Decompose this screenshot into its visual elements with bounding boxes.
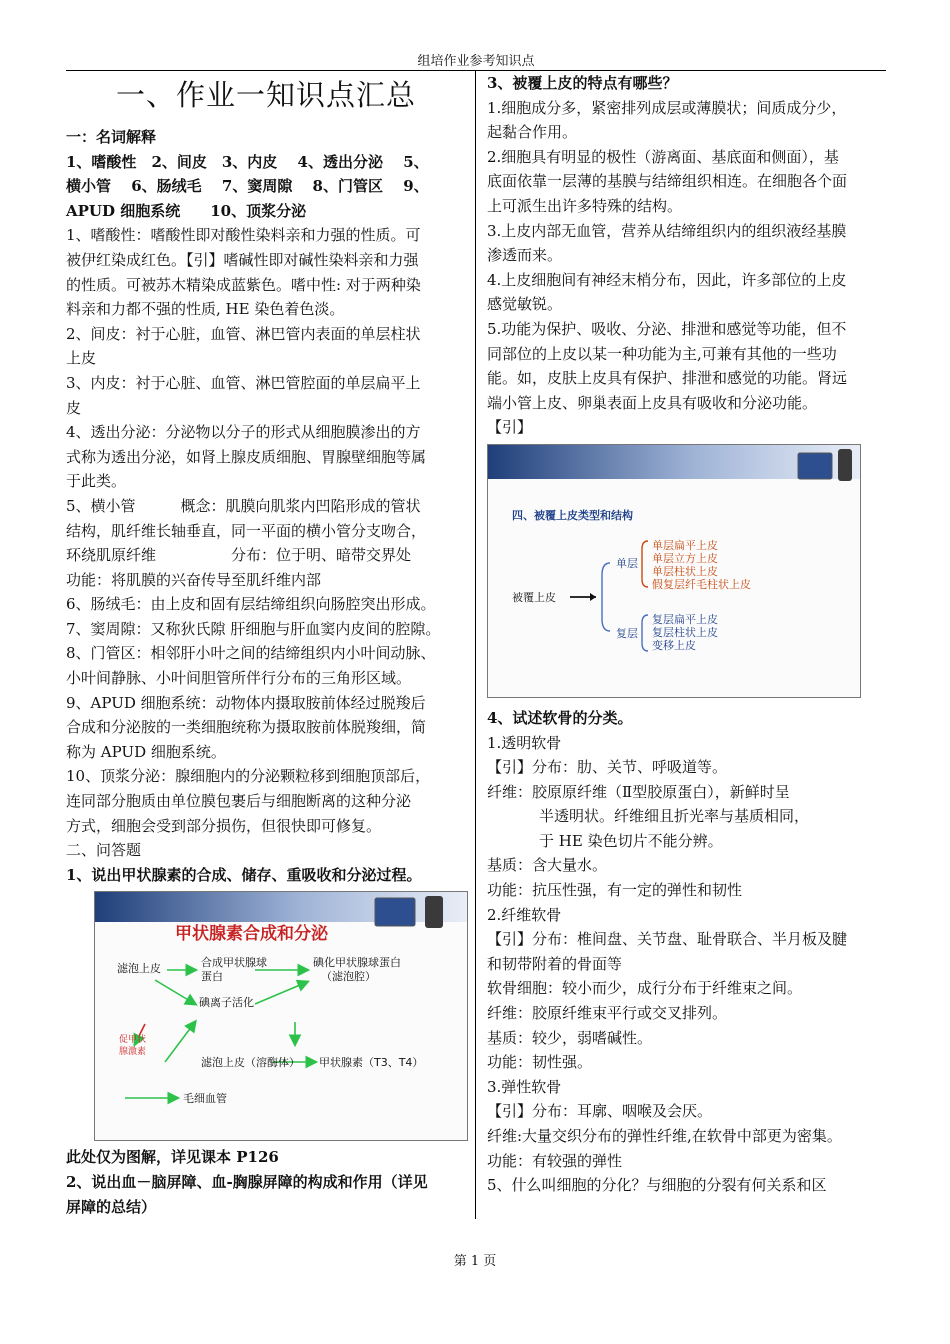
page-number: 第 1 页 — [453, 1254, 497, 1269]
answer-line: 上可派生出许多特殊的结构。 — [487, 196, 683, 215]
definition-line: 的性质。可被苏木精染成蓝紫色。嗜中性: 对于两种染 — [66, 275, 421, 294]
diagram-title: 甲状腺素合成和分泌 — [175, 924, 328, 945]
answer-line: 感觉敏锐。 — [487, 295, 563, 314]
definition-line: 皮 — [66, 398, 82, 417]
definition-line: 式称为透出分泌，如肾上腺皮质细胞、胃腺壁细胞等属 — [66, 447, 427, 466]
question-heading: 2、说出血－脑屏障、血-胸腺屏障的构成和作用（详见 — [66, 1173, 428, 1191]
label-iodinated-tg: 碘化甲状腺球蛋白 — [313, 956, 401, 970]
label-simple-squamous: 单层扁平上皮 — [652, 538, 718, 552]
subsection-heading: 一：名词解释 — [66, 128, 157, 146]
answer-line: 5.功能为保护、吸收、分泌、排泄和感觉等功能，但不 — [487, 319, 847, 338]
label-stratified-columnar: 复层柱状上皮 — [652, 625, 718, 639]
label-simple-cuboidal: 单层立方上皮 — [652, 551, 718, 565]
answer-line: 和韧带附着的骨面等 — [487, 954, 623, 973]
laptop-icon — [798, 453, 832, 479]
definition-line: 被伊红染成红色。【引】嗜碱性即对碱性染料亲和力强 — [66, 250, 419, 269]
definition-line: 6、肠绒毛：由上皮和固有层结缔组织向肠腔突出形成。 — [66, 595, 436, 614]
label-simple-columnar: 单层柱状上皮 — [652, 564, 718, 578]
section-title: 一、作业一知识点汇总 — [115, 78, 416, 112]
label-stratified: 复层 — [616, 626, 638, 640]
answer-line: 2.细胞具有明显的极性（游离面、基底面和侧面），基 — [487, 147, 839, 166]
question-heading: 4、试述软骨的分类。 — [487, 708, 633, 727]
left-column — [66, 71, 466, 1219]
answer-line: 【引】分布：肋、关节、呼吸道等。 — [487, 758, 728, 777]
answer-line: 起黏合作用。 — [487, 123, 578, 142]
definition-line: 小叶间静脉、小叶间胆管所伴行分布的三角形区域。 — [66, 669, 412, 688]
definition-line: 2、间皮：衬于心脏，血管、淋巴管内表面的单层柱状 — [66, 324, 421, 343]
answer-line: 渗透而来。 — [487, 246, 563, 265]
answer-line: 功能：有较强的弹性 — [487, 1151, 623, 1170]
answer-line: 【引】分布：耳廓、咽喉及会厌。 — [487, 1102, 713, 1121]
terms-list: 1、嗜酸性 2、间皮 3、内皮 4、透出分泌 5、 — [66, 152, 429, 171]
definition-line: 料亲和力都不强的性质, HE 染色着色淡。 — [66, 300, 345, 319]
answer-line: 半透明状。纤维细且折光率与基质相同， — [539, 807, 810, 826]
definition-line: 上皮 — [66, 349, 97, 368]
label-follicle-epithelium: 滤泡上皮 — [117, 962, 161, 976]
terms-list: APUD 细胞系统 10、顶浆分泌 — [66, 201, 307, 220]
answer-line: 底面依靠一层薄的基膜与结缔组织相连。在细胞各个面 — [487, 172, 848, 191]
answer-line: 于 HE 染色切片不能分辨。 — [539, 831, 723, 850]
label-transitional: 变移上皮 — [652, 638, 696, 652]
answer-line: 软骨细胞：较小而少，成行分布于纤维束之间。 — [487, 979, 803, 998]
question-heading: 屏障的总结） — [66, 1197, 157, 1216]
label-synthesize-tg: 合成甲状腺球 — [201, 956, 267, 970]
answer-line: 3.上皮内部无血管，营养从结缔组织内的组织液经基膜 — [487, 221, 847, 240]
definition-line: 1、嗜酸性：嗜酸性即对酸性染料亲和力强的性质。可 — [66, 226, 421, 245]
question-heading: 3、被覆上皮的特点有哪些？ — [487, 74, 678, 92]
microscope-icon — [838, 449, 852, 481]
definition-line: 称为 APUD 细胞系统。 — [66, 742, 226, 761]
answer-line: 4.上皮细胞间有神经末梢分布，因此，许多部位的上皮 — [487, 270, 847, 289]
definition-line: 功能：将肌膜的兴奋传导至肌纤维内部 — [66, 570, 322, 589]
figure-note: 此处仅为图解，详见课本 P126 — [66, 1148, 279, 1167]
answer-line: 纤维：胶原原纤维（Ⅱ型胶原蛋白），新鲜时呈 — [487, 782, 790, 801]
column-divider — [475, 71, 476, 1219]
definition-line: 5、横小管 概念：肌膜向肌浆内凹陷形成的管状 — [66, 496, 421, 515]
label-pseudostratified: 假复层纤毛柱状上皮 — [652, 577, 751, 591]
terms-list: 横小管 6、肠绒毛 7、窦周隙 8、门管区 9、 — [66, 177, 429, 196]
answer-line: 基质：较少，弱嗜碱性。 — [487, 1028, 653, 1047]
label-single-layer: 单层 — [616, 556, 638, 570]
reference-marker: 【引】 — [487, 418, 533, 437]
definition-line: 8、门管区：相邻肝小叶之间的结缔组织内小叶间动脉、 — [66, 644, 436, 663]
question-heading: 5、什么叫细胞的分化？与细胞的分裂有何关系和区 — [487, 1176, 827, 1195]
label-synthesize-tg: 蛋白 — [201, 970, 223, 984]
definition-line: 4、透出分泌：分泌物以分子的形式从细胞膜渗出的方 — [66, 423, 421, 442]
answer-line: 功能：抗压性强，有一定的弹性和韧性 — [487, 881, 743, 900]
answer-line: 【引】分布：椎间盘、关节盘、耻骨联合、半月板及腱 — [487, 930, 848, 949]
label-stratified-squamous: 复层扁平上皮 — [652, 612, 718, 626]
definition-line: 3、内皮：衬于心脏、血管、淋巴管腔面的单层扁平上 — [66, 373, 421, 392]
page-header: 组培作业参考知识点 — [417, 54, 535, 69]
epithelium-types-diagram — [487, 444, 861, 698]
answer-line: 端小管上皮、卵巢表面上皮具有吸收和分泌功能。 — [487, 393, 818, 412]
diagram-title: 四、被覆上皮类型和结构 — [512, 508, 633, 522]
label-covering-epithelium: 被覆上皮 — [512, 590, 556, 604]
answer-line: 能。如，皮肤上皮具有保护、排泄和感觉的功能。肾远 — [487, 369, 848, 388]
label-iodide-activation: 碘离子活化 — [199, 996, 254, 1010]
definition-line: 合成和分泌胺的一类细胞统称为摄取胺前体脱羧细，简 — [66, 718, 427, 737]
answer-line: 同部位的上皮以某一种功能为主,可兼有其他的一些功 — [487, 344, 837, 363]
microscope-icon — [425, 896, 443, 928]
definition-line: 连同部分胞质由单位膜包裹后与细胞断离的这种分泌 — [66, 792, 412, 811]
label-thyroxine: 甲状腺素（T3、T4） — [319, 1056, 424, 1070]
label-lysosome: 滤泡上皮（溶酶体） — [201, 1056, 300, 1070]
definition-line: 于此类。 — [66, 472, 127, 491]
answer-line: 1.透明软骨 — [487, 733, 562, 752]
subsection-heading: 二、问答题 — [66, 841, 142, 860]
answer-line: 基质：含大量水。 — [487, 856, 608, 875]
definition-line: 环绕肌原纤维 分布：位于明、暗带交界处 — [66, 546, 412, 565]
definition-line: 方式，细胞会受到部分损伤，但很快即可修复。 — [66, 816, 382, 835]
definition-line: 10、顶浆分泌：腺细胞内的分泌颗粒移到细胞顶部后， — [66, 767, 431, 786]
right-column — [487, 71, 889, 1198]
definition-line: 结构，肌纤维长轴垂直，同一平面的横小管分支吻合， — [66, 521, 427, 540]
question-heading: 1、说出甲状腺素的合成、储存、重吸收和分泌过程。 — [66, 865, 422, 884]
label-tsh: 促甲状 — [119, 1035, 147, 1046]
answer-line: 3.弹性软骨 — [487, 1077, 562, 1096]
label-tsh: 腺激素 — [119, 1047, 147, 1058]
answer-line: 2.纤维软骨 — [487, 905, 562, 924]
definition-line: 9、APUD 细胞系统：动物体内摄取胺前体经过脱羧后 — [66, 693, 426, 712]
definition-line: 7、窦周隙：又称狄氏隙 肝细胞与肝血窦内皮间的腔隙。 — [66, 619, 441, 638]
laptop-icon — [375, 898, 415, 926]
label-capillary: 毛细血管 — [183, 1092, 227, 1106]
label-follicle-lumen: （滤泡腔） — [321, 970, 376, 984]
answer-line: 纤维：胶原纤维束平行或交叉排列。 — [487, 1004, 728, 1023]
answer-line: 1.细胞成分多，紧密排列成层或薄膜状；间质成分少， — [487, 98, 847, 117]
thyroid-hormone-diagram — [94, 891, 468, 1141]
answer-line: 功能：韧性强。 — [487, 1053, 593, 1072]
answer-line: 纤维:大量交织分布的弹性纤维,在软骨中部更为密集。 — [487, 1127, 842, 1145]
